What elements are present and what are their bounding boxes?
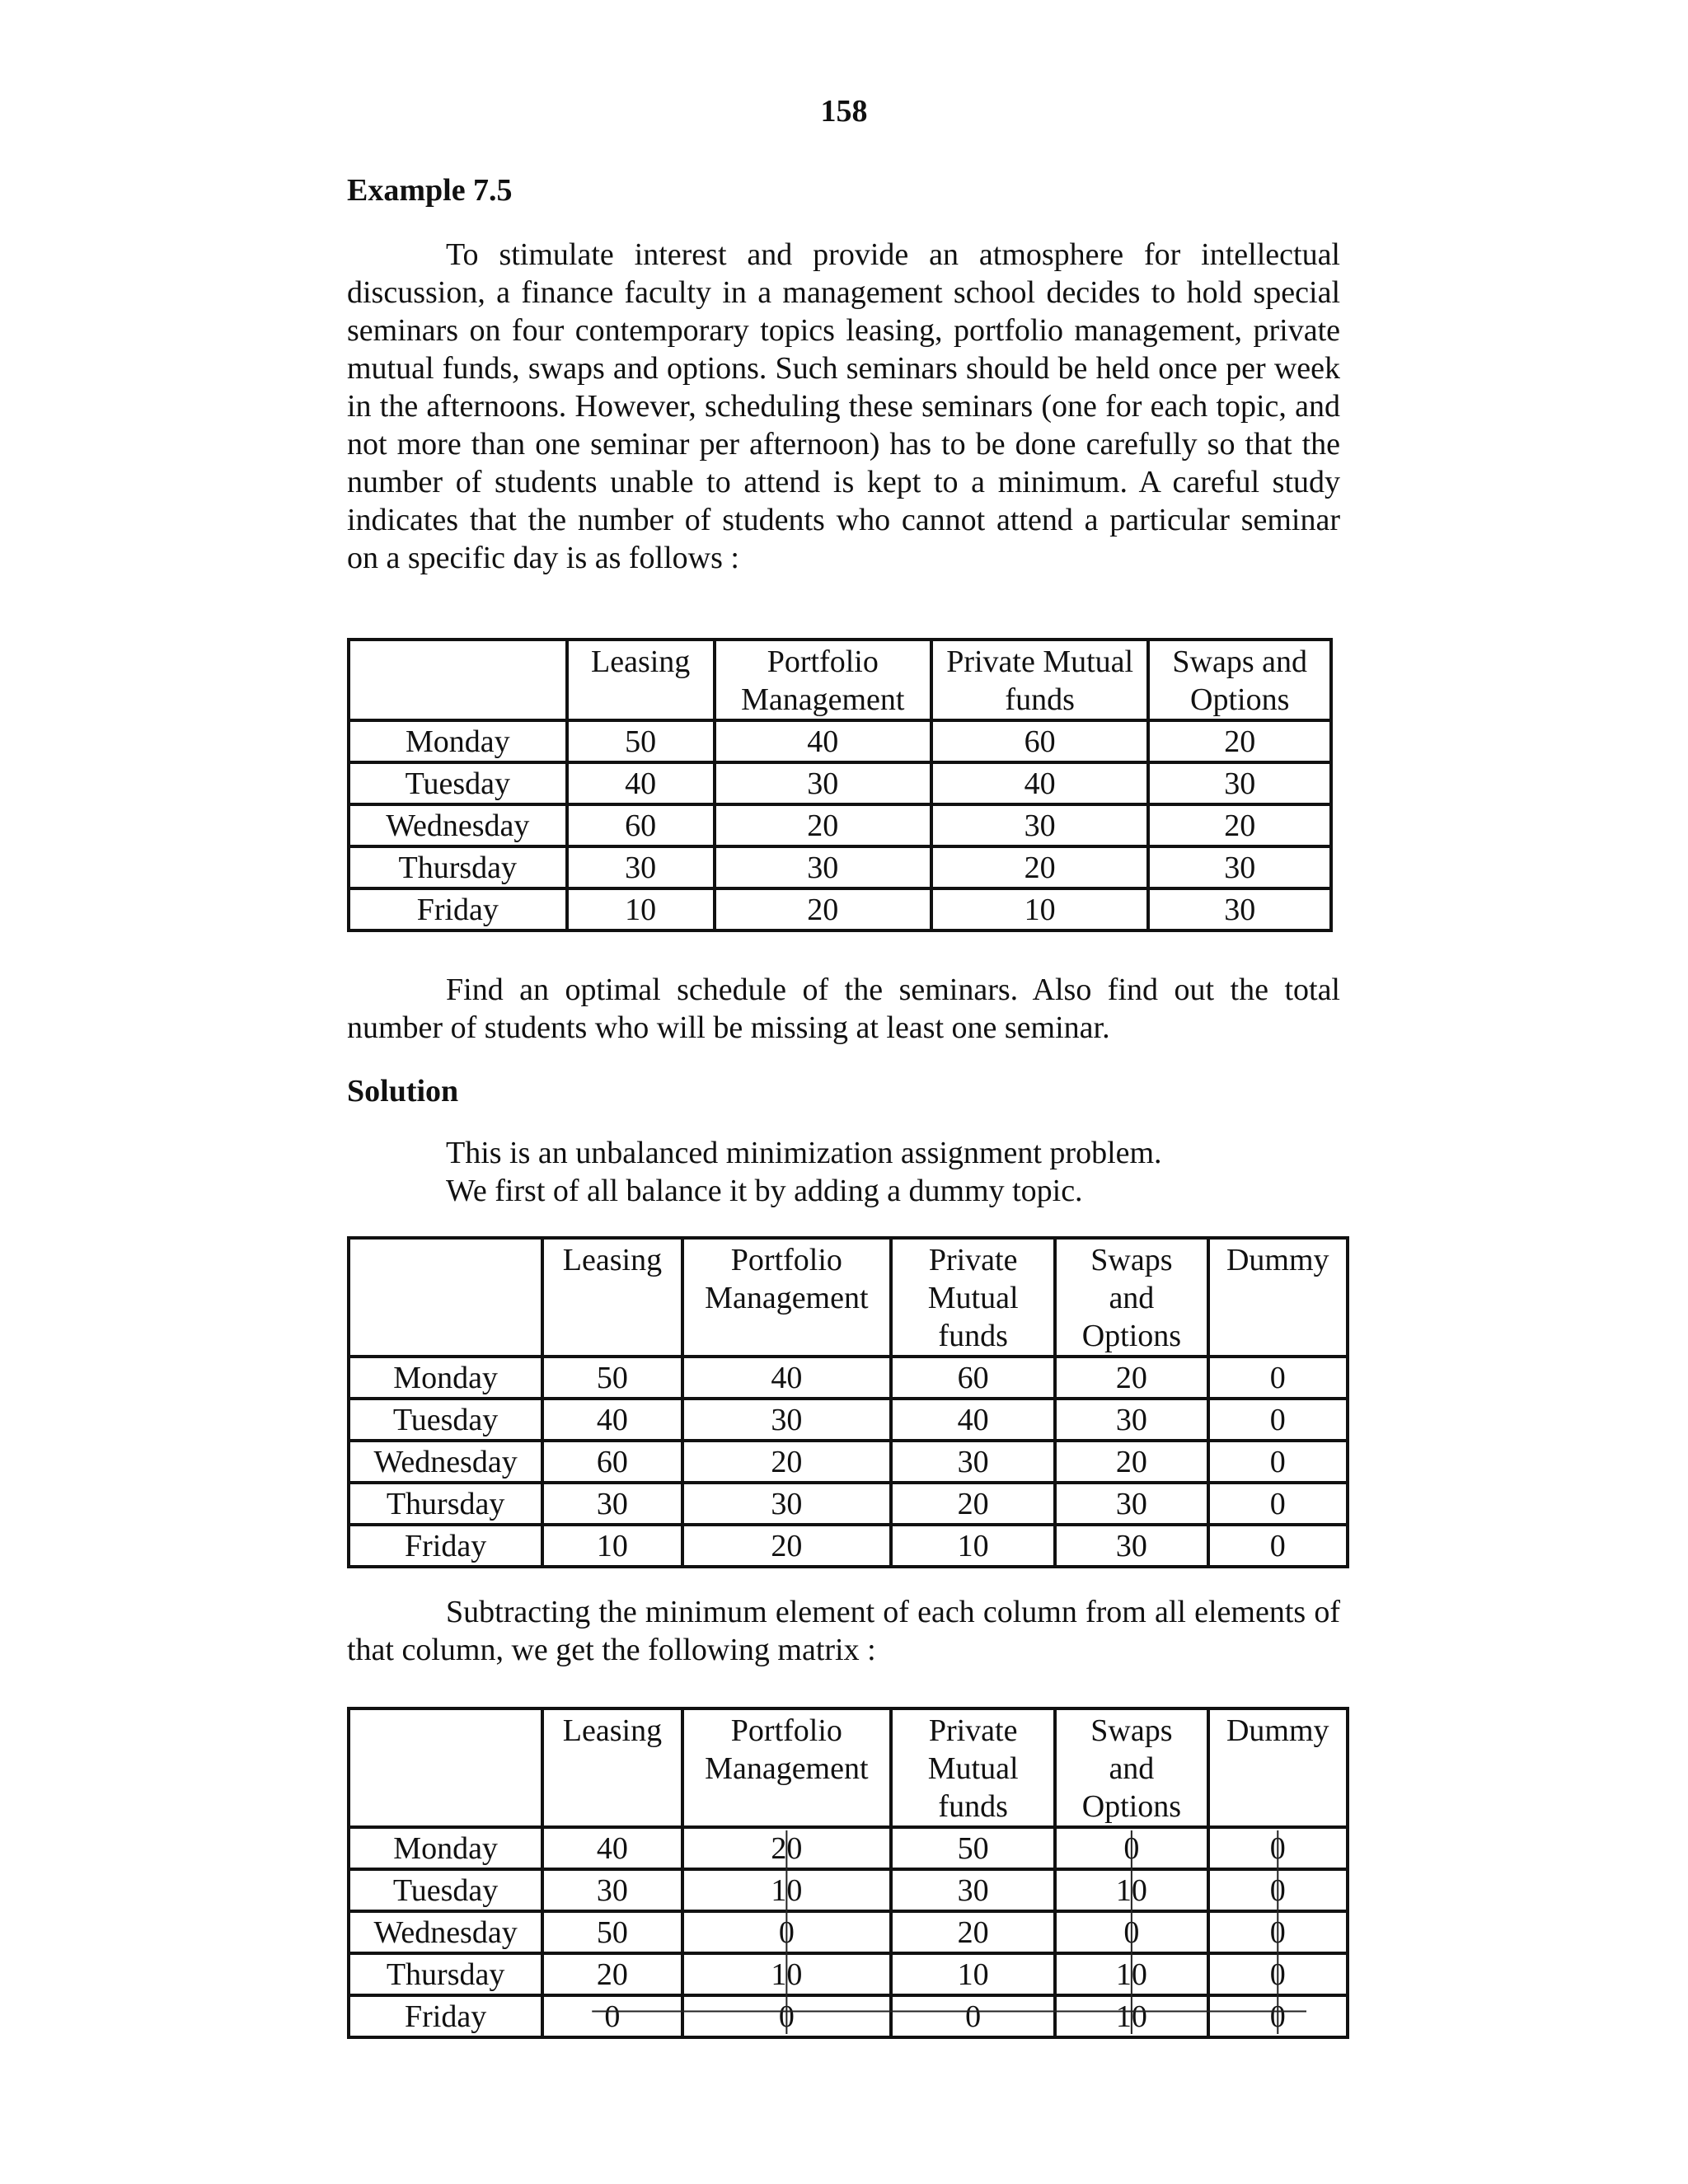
header-leasing: Leasing	[542, 1708, 682, 1827]
row-day-label: Tuesday	[349, 1399, 542, 1441]
corner-cell	[349, 1238, 542, 1357]
table-cell: 20	[715, 804, 931, 846]
table-row	[349, 1911, 1348, 1953]
intro-paragraph-text: To stimulate interest and provide an atmosphere for intellectual discussion, a finance faculty in a management school decides to hold special seminars on four contemporary topics leasing, portfolio management, private mutual funds, swaps and options. Such seminars should be held once per week in the afternoons. However, scheduling these seminars (one for each topic, and not more than one seminar per afternoon) has to be done carefully so that the number of students unable to attend is kept to a minimum. A careful study indicates that the number of students who cannot attend a particular seminar on a specific day is as follows :	[347, 237, 1340, 575]
table-cell: 20	[931, 846, 1149, 888]
table-cell: 30	[567, 846, 715, 888]
table-cell: 20	[682, 1525, 891, 1567]
header-swaps	[1055, 1708, 1207, 1827]
page-number: 158	[820, 94, 868, 129]
table-row	[349, 846, 1331, 888]
row-day-label: Wednesday	[349, 1911, 542, 1953]
table-cell: 30	[1148, 762, 1331, 804]
header-swaps-text: Swaps and Options	[1172, 644, 1307, 717]
table-cell: 0	[682, 1911, 891, 1953]
reduced-matrix-table	[347, 1707, 1349, 2039]
table-cell: 0	[1208, 1869, 1348, 1911]
header-portfolio-text: Portfolio Management	[705, 1713, 869, 1786]
table-cell: 0	[1055, 1911, 1207, 1953]
table-cell: 50	[891, 1827, 1055, 1869]
table-cell: 0	[1208, 1525, 1348, 1567]
row-day-label: Thursday	[349, 846, 567, 888]
table-cell: 10	[567, 888, 715, 930]
table-cell: 20	[682, 1441, 891, 1483]
header-portfolio-text: Portfolio Management	[705, 1243, 869, 1315]
table-cell: 10	[1055, 1869, 1207, 1911]
table-row	[349, 1399, 1348, 1441]
header-portfolio	[682, 1708, 891, 1827]
table-cell: 30	[715, 762, 931, 804]
balanced-table	[347, 1236, 1349, 1568]
intro-paragraph	[347, 236, 1340, 577]
header-private-text: Private Mutual funds	[927, 1713, 1019, 1824]
table-cell: 50	[542, 1357, 682, 1399]
table-cell: 10	[682, 1869, 891, 1911]
table-cell: 40	[567, 762, 715, 804]
table-cell: 10	[891, 1525, 1055, 1567]
subtract-paragraph	[347, 1593, 1340, 1669]
table-row	[349, 720, 1331, 762]
table-cell: 0	[1208, 1357, 1348, 1399]
header-swaps-text: Swaps and Options	[1081, 1713, 1182, 1824]
table-cell: 0	[1208, 1911, 1348, 1953]
table-cell: 60	[567, 804, 715, 846]
question-paragraph	[347, 971, 1340, 1047]
table-cell: 60	[931, 720, 1149, 762]
header-swaps	[1055, 1238, 1207, 1357]
table-cell: 10	[1055, 1953, 1207, 1995]
table-cell: 20	[1148, 720, 1331, 762]
header-portfolio	[682, 1238, 891, 1357]
header-portfolio-text: Portfolio Management	[741, 644, 905, 717]
table-cell: 0	[542, 1995, 682, 2037]
table-cell: 40	[891, 1399, 1055, 1441]
table-cell: 40	[931, 762, 1149, 804]
table-cell: 40	[715, 720, 931, 762]
table-cell: 30	[931, 804, 1149, 846]
table-cell: 40	[542, 1399, 682, 1441]
table-cell: 0	[1208, 1441, 1348, 1483]
table-cell: 20	[542, 1953, 682, 1995]
table-cell: 20	[891, 1483, 1055, 1525]
table-cell: 0	[1208, 1399, 1348, 1441]
table-cell: 30	[1055, 1525, 1207, 1567]
row-day-label: Thursday	[349, 1483, 542, 1525]
table-cell: 40	[542, 1827, 682, 1869]
table-cell: 0	[1208, 1483, 1348, 1525]
table-cell: 20	[1055, 1441, 1207, 1483]
table-row	[349, 1827, 1348, 1869]
reduced-matrix-wrapper	[347, 1707, 1349, 2039]
table-cell: 20	[1055, 1357, 1207, 1399]
table-cell: 10	[1055, 1995, 1207, 2037]
row-day-label: Wednesday	[349, 1441, 542, 1483]
table-cell: 20	[891, 1911, 1055, 1953]
table-cell: 30	[682, 1483, 891, 1525]
table-cell: 20	[682, 1827, 891, 1869]
table-cell: 30	[542, 1483, 682, 1525]
table-row	[349, 1525, 1348, 1567]
table-cell: 50	[567, 720, 715, 762]
table-cell: 10	[542, 1525, 682, 1567]
table-cell: 20	[715, 888, 931, 930]
table-row	[349, 1995, 1348, 2037]
row-day-label: Wednesday	[349, 804, 567, 846]
row-day-label: Tuesday	[349, 762, 567, 804]
solution-title: Solution	[347, 1074, 459, 1108]
header-private-text: Private Mutual funds	[927, 1243, 1019, 1353]
table-cell: 30	[715, 846, 931, 888]
table-row	[349, 1869, 1348, 1911]
table-cell: 30	[542, 1869, 682, 1911]
table-cell: 30	[1148, 846, 1331, 888]
table-cell: 30	[1148, 888, 1331, 930]
row-day-label: Monday	[349, 1357, 542, 1399]
header-dummy: Dummy	[1208, 1708, 1348, 1827]
header-private-text: Private Mutual funds	[946, 644, 1134, 717]
table-cell: 0	[1208, 1995, 1348, 2037]
table-cell: 30	[891, 1441, 1055, 1483]
header-swaps	[1148, 640, 1331, 720]
table-cell: 30	[1055, 1399, 1207, 1441]
table-cell: 10	[931, 888, 1149, 930]
example-title: Example 7.5	[347, 173, 513, 208]
table-cell: 10	[682, 1953, 891, 1995]
table-cell: 0	[891, 1995, 1055, 2037]
header-leasing: Leasing	[542, 1238, 682, 1357]
table-cell: 10	[891, 1953, 1055, 1995]
table-cell: 0	[1208, 1953, 1348, 1995]
table-row	[349, 1441, 1348, 1483]
table-cell: 30	[891, 1869, 1055, 1911]
subtract-paragraph-text: Subtracting the minimum element of each column from all elements of that column, we get the following matrix :	[347, 1595, 1340, 1667]
corner-cell	[349, 1708, 542, 1827]
table-row	[349, 888, 1331, 930]
header-swaps-text: Swaps and Options	[1081, 1243, 1182, 1353]
question-paragraph-text: Find an optimal schedule of the seminars. Also find out the total number of students who will be missing at least one seminar.	[347, 972, 1340, 1045]
table-cell: 0	[1208, 1827, 1348, 1869]
header-private	[891, 1708, 1055, 1827]
header-private	[931, 640, 1149, 720]
table-cell: 40	[682, 1357, 891, 1399]
solution-line-2: We first of all balance it by adding a dummy topic.	[446, 1174, 1083, 1208]
table-row	[349, 1483, 1348, 1525]
row-day-label: Friday	[349, 1525, 542, 1567]
table-header-row	[349, 1238, 1348, 1357]
students-unable-table	[347, 638, 1333, 932]
table-header-row	[349, 1708, 1348, 1827]
row-day-label: Monday	[349, 1827, 542, 1869]
table-cell: 20	[1148, 804, 1331, 846]
table-cell: 50	[542, 1911, 682, 1953]
table-row	[349, 1357, 1348, 1399]
corner-cell	[349, 640, 567, 720]
row-day-label: Thursday	[349, 1953, 542, 1995]
table-row	[349, 804, 1331, 846]
row-day-label: Friday	[349, 1995, 542, 2037]
header-private	[891, 1238, 1055, 1357]
table-row	[349, 762, 1331, 804]
header-portfolio	[715, 640, 931, 720]
row-day-label: Friday	[349, 888, 567, 930]
header-dummy: Dummy	[1208, 1238, 1348, 1357]
table-cell: 30	[1055, 1483, 1207, 1525]
row-day-label: Monday	[349, 720, 567, 762]
table-row	[349, 1953, 1348, 1995]
table-cell: 0	[1055, 1827, 1207, 1869]
header-leasing: Leasing	[567, 640, 715, 720]
row-day-label: Tuesday	[349, 1869, 542, 1911]
table-cell: 30	[682, 1399, 891, 1441]
table-cell: 0	[682, 1995, 891, 2037]
table-cell: 60	[891, 1357, 1055, 1399]
solution-line-1: This is an unbalanced minimization assignment problem.	[446, 1136, 1162, 1170]
table-header-row	[349, 640, 1331, 720]
table-cell: 60	[542, 1441, 682, 1483]
